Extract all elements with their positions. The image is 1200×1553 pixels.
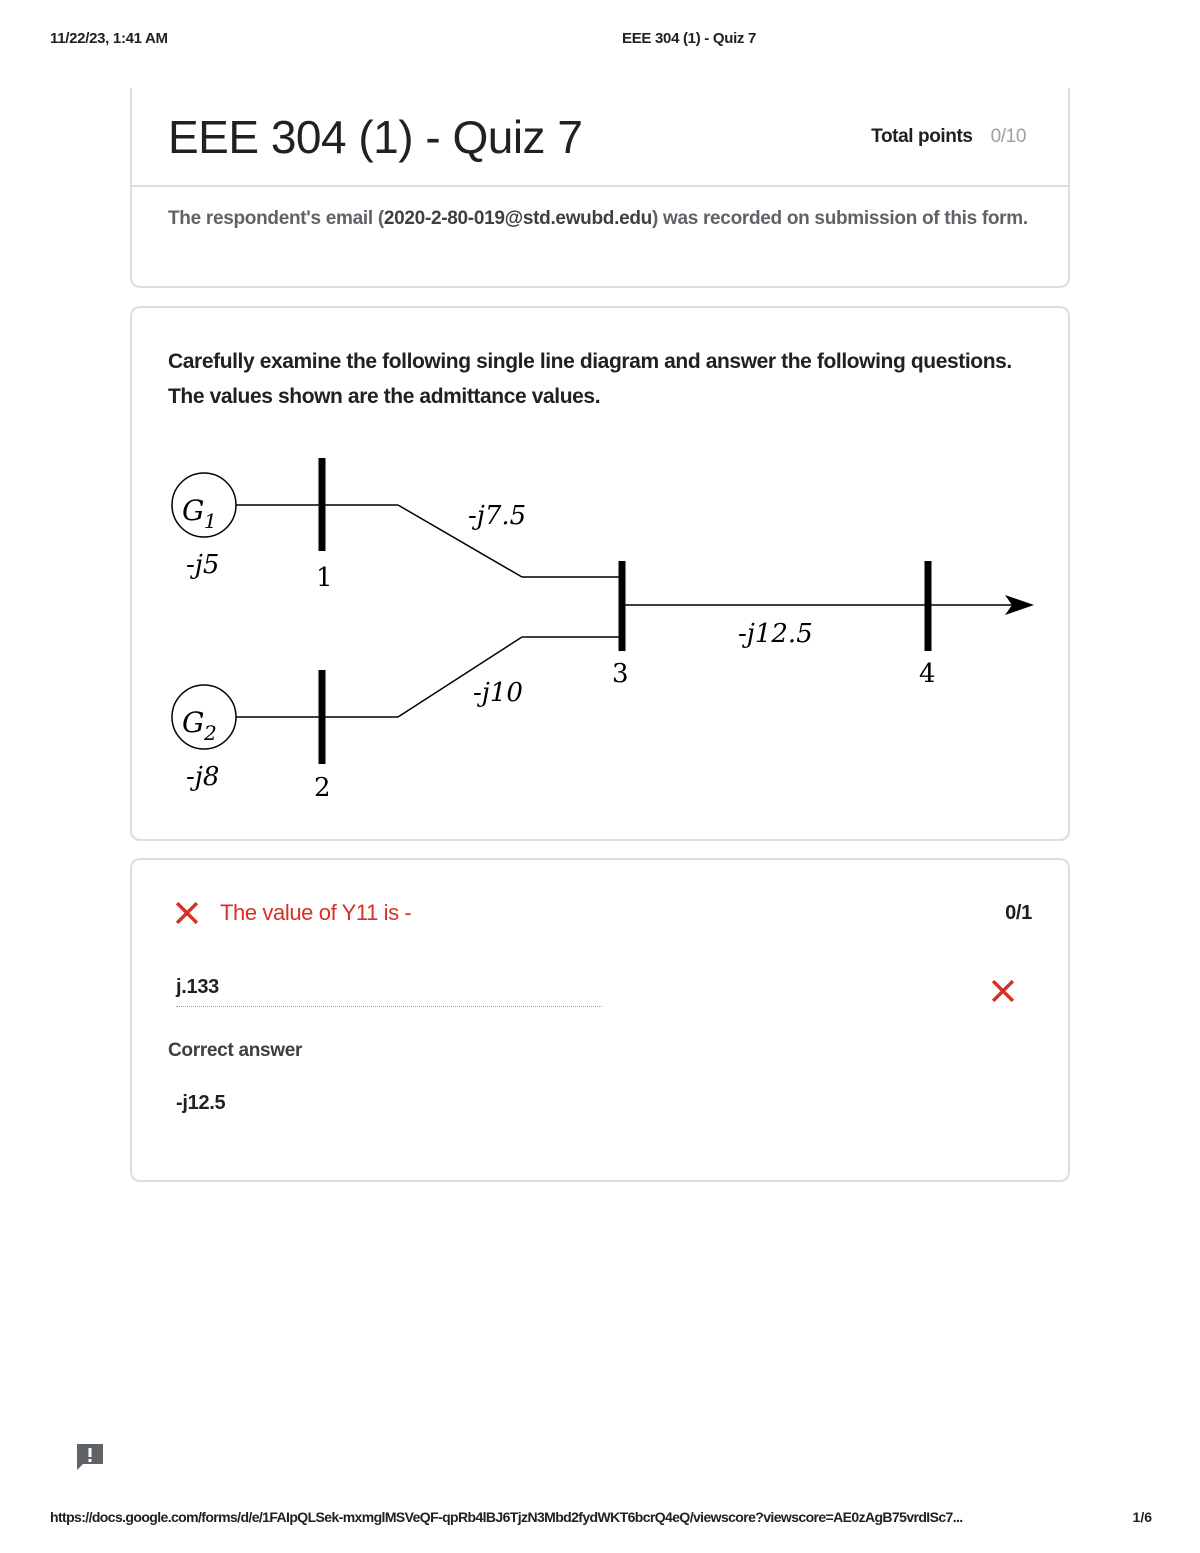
line-3-4-admittance: -j12.5 (738, 619, 813, 649)
bus-4-label: 4 (919, 659, 936, 689)
print-header-title: EEE 304 (1) - Quiz 7 (622, 30, 757, 47)
close-icon (174, 900, 200, 926)
total-points-value: 0/10 (990, 126, 1026, 147)
line-1-3-admittance: -j7.5 (468, 501, 527, 531)
respondent-email-note (168, 204, 1028, 234)
bus-2-label: 2 (314, 773, 331, 803)
form-header-card (130, 88, 1070, 288)
generator-2 (172, 685, 236, 749)
header-divider (132, 185, 1068, 187)
generator-1-admittance: -j5 (186, 550, 220, 580)
report-feedback-icon[interactable] (74, 1441, 106, 1473)
response-field (176, 976, 602, 1007)
response-value: j.133 (176, 976, 219, 998)
total-points (871, 126, 1026, 148)
print-footer-url: https://docs.google.com/forms/d/e/1FAIpQLSek-mxmglMSVeQF-qpRb4lBJ6TjzN3Mbd2fydWKT6bcrQ4eQ/viewscore?viewscore=AE0zAgB75vrdISc7... (50, 1509, 963, 1525)
generator-1-label: G (182, 494, 205, 527)
form-title: EEE 304 (1) - Quiz 7 (168, 111, 583, 163)
close-icon (990, 978, 1016, 1004)
bus-1-label: 1 (316, 563, 333, 593)
line-2-3-admittance: -j10 (473, 678, 523, 708)
generator-1-subscript: 1 (204, 509, 217, 533)
total-points-label: Total points (871, 126, 973, 147)
question-card (130, 858, 1070, 1182)
respondent-note-prefix: The respondent's email ( (168, 208, 384, 229)
print-header-datetime: 11/22/23, 1:41 AM (50, 30, 168, 47)
print-footer-page: 1/6 (1132, 1509, 1152, 1525)
respondent-note-suffix: ) was recorded on submission of this form. (651, 208, 1028, 229)
respondent-email: 2020-2-80-019@std.ewubd.edu (383, 208, 652, 229)
generator-2-subscript: 2 (204, 721, 217, 745)
correct-answer-value: -j12.5 (176, 1092, 226, 1114)
generator-1 (172, 473, 236, 537)
question-title: The value of Y11 is - (220, 900, 412, 925)
correct-answer-label: Correct answer (168, 1040, 303, 1061)
diagram-card (130, 306, 1070, 841)
single-line-diagram (160, 448, 1040, 808)
bus-3-label: 3 (612, 659, 629, 689)
generator-2-admittance: -j8 (186, 762, 220, 792)
question-score: 0/1 (1005, 902, 1032, 924)
generator-2-label: G (182, 706, 205, 739)
diagram-instructions: Carefully examine the following single line diagram and answer the following questions. The values shown are the admittance values. (168, 350, 1012, 408)
